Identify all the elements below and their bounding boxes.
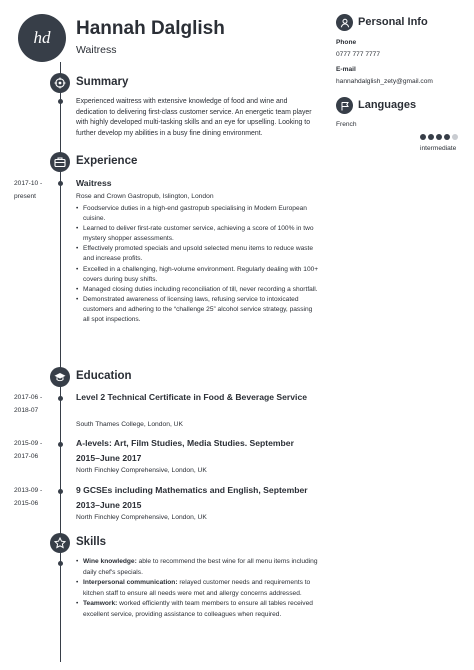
date-end: present — [14, 193, 36, 200]
rating-dot — [444, 134, 450, 140]
timeline-dot — [58, 396, 63, 401]
education-school: North Finchley Comprehensive, London, UK — [76, 514, 207, 521]
rating-dot — [436, 134, 442, 140]
date-start: 2017-06 - — [14, 394, 43, 401]
education-title: 9 GCSEs including Mathematics and English, September 2013–June 2015 — [76, 485, 308, 510]
skill-item — [76, 578, 320, 599]
skill-label: Interpersonal communication: — [83, 579, 178, 586]
date-start: 2015-09 - — [14, 440, 43, 447]
flag-icon — [336, 97, 353, 114]
avatar — [18, 14, 66, 62]
timeline-dot — [58, 442, 63, 447]
list-item: • Learned to deliver first-rate customer service, achieving a score of 100% in two mystery shopper assessments. — [76, 224, 320, 244]
summary-heading: Summary — [76, 76, 129, 88]
experience-date — [14, 177, 42, 203]
date-end: 2015-06 — [14, 500, 39, 507]
language-level: intermediate — [420, 145, 457, 152]
phone-value: 0777 777 7777 — [336, 51, 381, 58]
rating-dot — [452, 134, 458, 140]
crosshair-icon — [50, 73, 70, 93]
education-school: South Thames College, London, UK — [76, 421, 183, 428]
phone-label: Phone — [336, 39, 357, 46]
skill-item — [76, 599, 320, 620]
education-date — [14, 484, 42, 510]
skill-text: relayed customer needs and requirements to kitchen staff to ensure all needs were met and allergy concerns addressed. — [83, 579, 311, 597]
person-icon — [336, 14, 353, 31]
experience-company: Rose and Crown Gastropub, Islington, London — [76, 193, 214, 200]
experience-heading: Experience — [76, 155, 138, 167]
briefcase-icon — [50, 152, 70, 172]
education-date — [14, 437, 42, 463]
job-title: Waitress — [76, 44, 117, 56]
languages-heading: Languages — [358, 99, 417, 111]
timeline-dot — [58, 489, 63, 494]
date-start: 2017-10 - — [14, 180, 43, 187]
date-end: 2018-07 — [14, 407, 39, 414]
candidate-name: Hannah Dalglish — [76, 18, 225, 39]
list-item: • Effectively promoted specials and upsold selected menu items to reduce waste and increase profits. — [76, 244, 320, 264]
email-label: E-mail — [336, 66, 356, 73]
timeline-dot — [58, 181, 63, 186]
rating-dot — [428, 134, 434, 140]
date-start: 2013-09 - — [14, 487, 43, 494]
skill-item — [76, 557, 320, 578]
skill-text: able to recommend the best wine for all menu items including daily chef's specials. — [83, 558, 318, 576]
education-heading: Education — [76, 370, 132, 382]
summary-text: Experienced waitress with extensive knowledge of food and wine and dedication to delivering first-class customer service. An energetic team player with highly developed multi-tasking skills and an eye for upselling. Looking to further develop my abilities in a busy fine dining environment. — [76, 98, 312, 138]
list-item: • Managed closing duties including reconciliation of till, never recording a shortfall. — [76, 285, 320, 295]
timeline-dot — [58, 99, 63, 104]
education-title: A-levels: Art, Film Studies, Media Studies. September 2015–June 2017 — [76, 438, 294, 463]
education-date — [14, 391, 42, 417]
experience-bullets — [76, 204, 320, 325]
list-item: • Demonstrated awareness of licensing laws, refusing service to intoxicated customers and adhering to the “challenge 25” alcohol service strategy, passing all spot inspections. — [76, 295, 320, 325]
star-icon — [50, 533, 70, 553]
language-name: French — [336, 121, 357, 128]
list-item: • Foodservice duties in a high-end gastropub specialising in Modern European cuisine. — [76, 204, 320, 224]
skill-text: worked efficiently with team members to ensure all tables received excellent service, providing assistance to colleagues when required. — [83, 600, 313, 618]
skills-list — [76, 557, 320, 620]
graduation-cap-icon — [50, 367, 70, 387]
personal-info-heading: Personal Info — [358, 16, 428, 28]
education-school: North Finchley Comprehensive, London, UK — [76, 467, 207, 474]
avatar-initials: hd — [33, 28, 51, 47]
email-value: hannahdalglish_zety@gmail.com — [336, 78, 433, 85]
education-title: Level 2 Technical Certificate in Food & Beverage Service — [76, 392, 308, 402]
skills-heading: Skills — [76, 536, 107, 548]
list-item: • Excelled in a challenging, high-volume environment. Regularly dealing with 100+ covers during busy shifts. — [76, 265, 320, 285]
experience-title: Waitress — [76, 178, 112, 188]
skill-label: Wine knowledge: — [83, 558, 137, 565]
skill-label: Teamwork: — [83, 600, 118, 607]
language-rating — [420, 134, 458, 140]
rating-dot — [420, 134, 426, 140]
timeline-dot — [58, 561, 63, 566]
date-end: 2017-06 — [14, 453, 39, 460]
